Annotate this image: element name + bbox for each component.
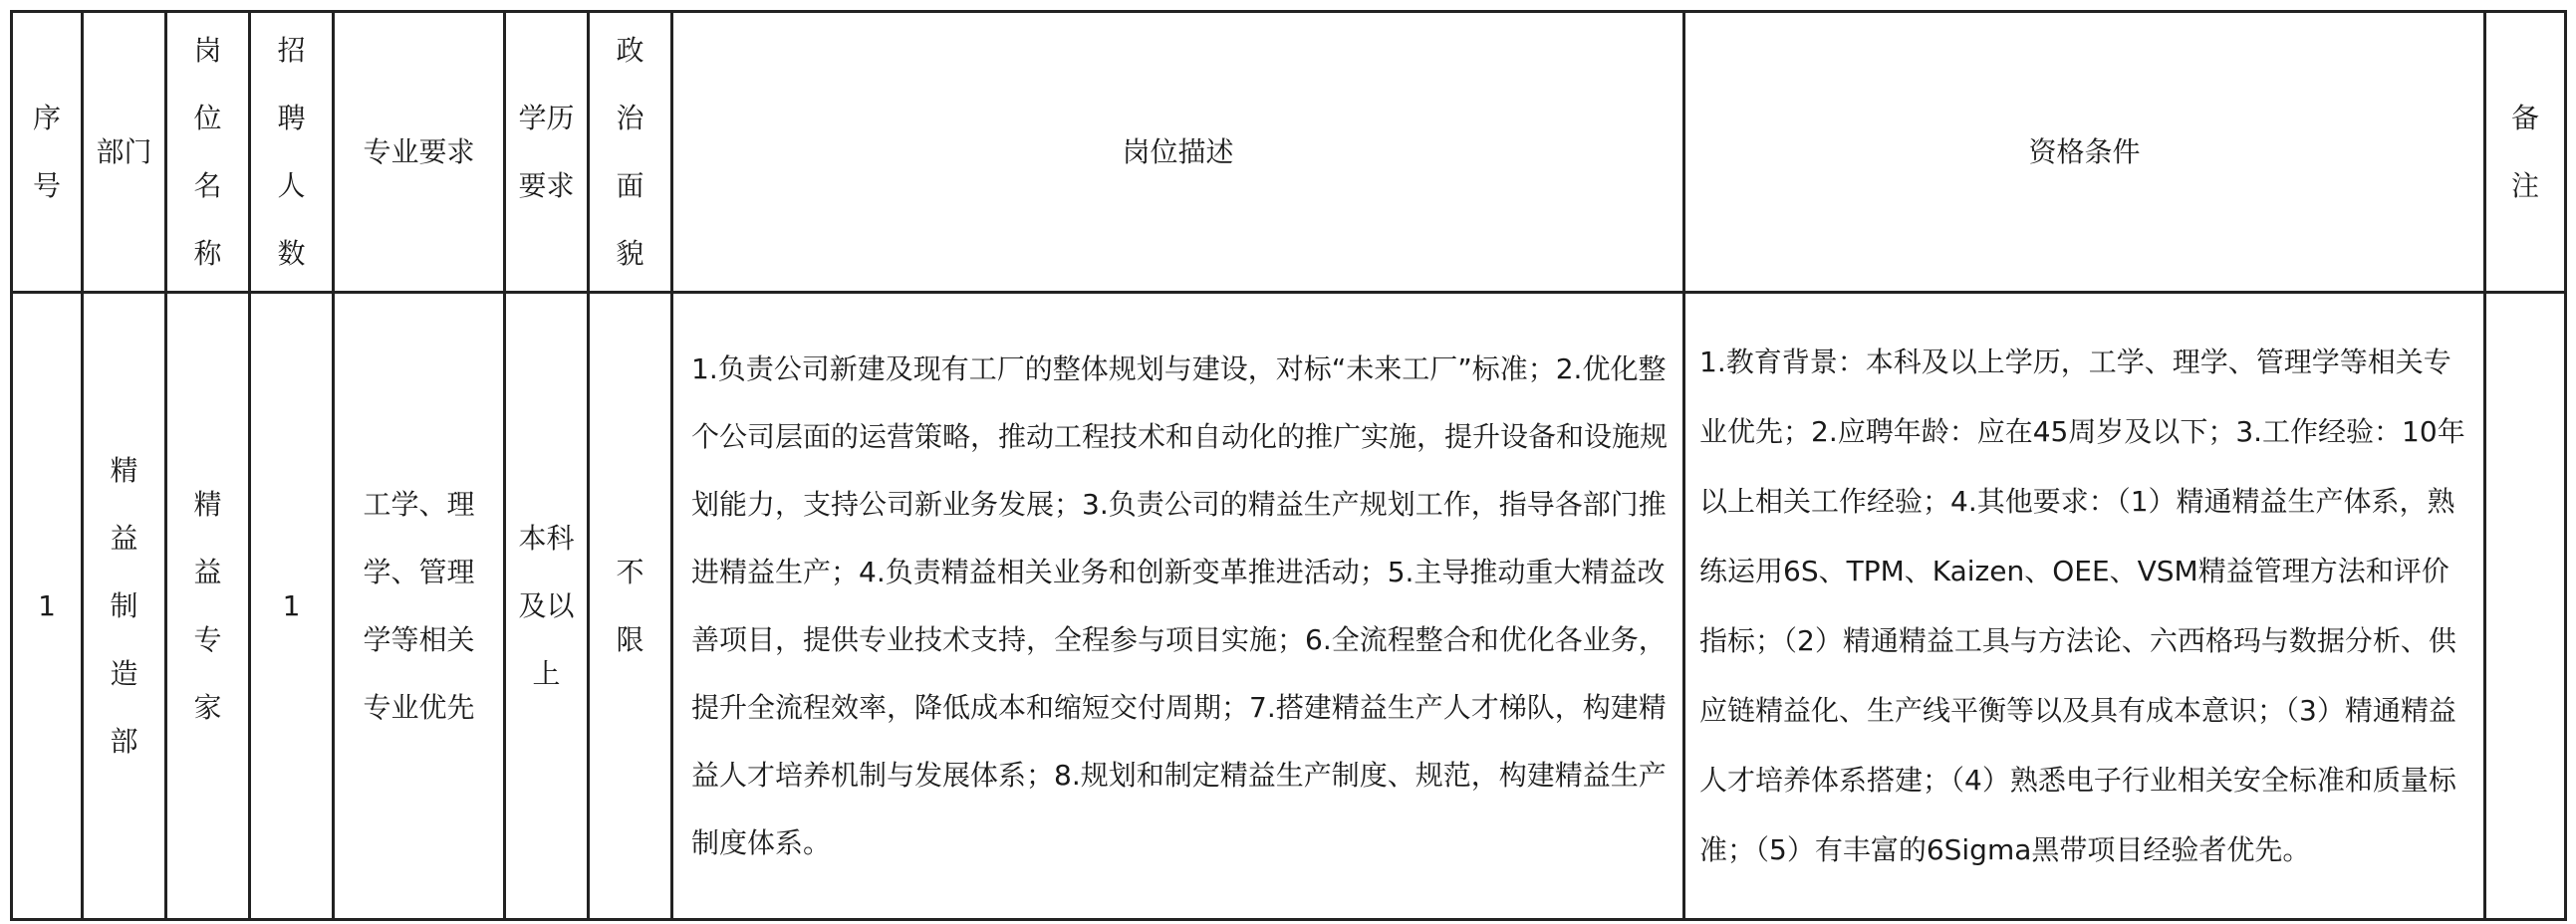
header-political-text [590,17,670,288]
header-major-text: 专业要求 [363,134,475,168]
cell-qualifications [1684,293,2485,920]
text-line: 位 [193,101,222,134]
text-line: 治 [616,101,644,134]
text-line: 要求 [518,168,575,202]
header-qualifications-text: 资格条件 [2028,134,2141,168]
text-line: 号 [32,168,61,202]
text-line: 聘 [277,101,306,134]
text-line: 专业优先 [363,690,475,724]
recruitment-table [10,10,2567,921]
text-line: 本科 [518,521,575,555]
cell-seq [12,293,83,920]
text-line: 注 [2510,168,2539,202]
cell-description [672,293,1684,920]
text-line: 不 [616,555,644,588]
header-description [672,12,1684,293]
text-line: 学、管理 [363,555,475,588]
text-line: 益 [110,521,138,555]
text-line: 精 [110,453,138,487]
text-line: 精 [193,487,222,521]
header-education-text [506,85,587,220]
cell-headcount [250,293,334,920]
text-line: 政 [616,33,644,67]
cell-political-text [590,539,670,674]
cell-political [589,293,672,920]
text-line: 称 [193,236,222,270]
header-department-text: 部门 [96,134,152,168]
header-qualifications [1684,12,2485,293]
text-line: 限 [616,622,644,656]
text-line: 备 [2510,101,2539,134]
text-line: 学等相关 [363,622,475,656]
cell-department-text [84,437,164,776]
header-description-text: 岗位描述 [1122,134,1234,168]
header-remarks [2485,12,2566,293]
text-line: 工学、理 [363,487,475,521]
header-education [505,12,589,293]
header-headcount [250,12,334,293]
header-political [589,12,672,293]
header-row [12,12,2566,293]
cell-position-name-text [167,471,248,742]
text-line: 人 [277,168,306,202]
text-line: 面 [616,168,644,202]
text-line: 专 [193,622,222,656]
cell-description-text: 1.负责公司新建及现有工厂的整体规划与建设，对标“未来工厂”标准；2.优化整个公司层面的运营策略，推动工程技术和自动化的推广实施，提升设备和设施规划能力，支持公司新业务发展；3.负责公司的精益生产规划工作，指导各部门推进精益生产；4.负责精益相关业务和创新变革推进活动；5.主导推动重大精益改善项目，提供专业技术支持，全程参与项目实施；6.全流程整合和优化各业务，提升全流程效率，降低成本和缩短交付周期；7.搭建精益生产人才梯队，构建精益人才培养机制与发展体系；8.规划和制定精益生产制度、规范，构建精益生产制度体系。 [691,351,1669,859]
text-line: 上 [532,656,561,690]
header-major [334,12,505,293]
cell-major [334,293,505,920]
cell-department [83,293,166,920]
cell-position-name [166,293,250,920]
header-position-name [166,12,250,293]
cell-education-text [506,505,587,708]
text-line: 制 [110,588,138,622]
text-line: 部 [110,724,138,758]
text-line: 数 [277,236,306,270]
cell-major-text [335,471,503,742]
text-line: 家 [193,690,222,724]
header-headcount-text [251,17,332,288]
text-line: 名 [193,168,222,202]
header-seq-text [13,85,81,220]
text-line: 学历 [518,101,575,134]
header-department [83,12,166,293]
cell-qualifications-text: 1.教育背景：本科及以上学历，工学、理学、管理学等相关专业优先；2.应聘年龄：应在45周岁及以下；3.工作经验：10年以上相关工作经验；4.其他要求：（1）精通精益生产体系，熟练运用6S、TPM、Kaizen、OEE、VSM精益管理方法和评价指标；（2）精通精益工具与方法论、六西格玛与数据分析、供应链精益化、生产线平衡等以及具有成本意识；（3）精通精益人才培养体系搭建；（4）熟悉电子行业相关安全标准和质量标准；（5）有丰富的6Sigma黑带项目经验者优先。 [1699,345,2465,866]
text-line: 招 [277,33,306,67]
header-seq [12,12,83,293]
cell-remarks [2485,293,2566,920]
text-line: 益 [193,555,222,588]
header-remarks-text [2486,85,2564,220]
text-line: 造 [110,656,138,690]
text-line: 及以 [518,588,575,622]
text-line: 貌 [616,236,644,270]
header-position-name-text [167,17,248,288]
text-line: 序 [32,101,61,134]
cell-education [505,293,589,920]
text-line: 岗 [193,33,222,67]
table-row [12,293,2566,920]
cell-headcount-text: 1 [282,588,301,622]
cell-seq-text: 1 [38,588,56,622]
